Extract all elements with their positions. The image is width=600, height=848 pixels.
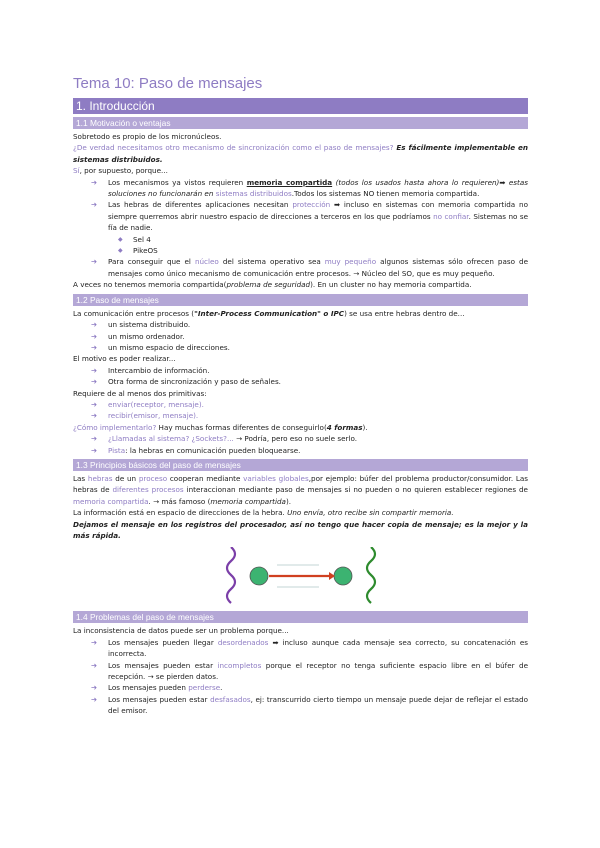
paragraph: Sobretodo es propio de los micronúcleos. <box>73 132 222 141</box>
list-item: ➔ Los mensajes pueden perderse. <box>91 683 223 693</box>
subsection-heading-principios: 1.3 Principios básicos del paso de mensajes <box>73 459 528 471</box>
list-item: ➔ Las hebras de diferentes aplicaciones necesitan protección ➡ incluso en sistemas con memoria compartida no siempre querremos abrir nuestro espacio de direcciones a terceros en los que podríamos no confiar. Sistemas no se fía de nadie. <box>91 200 528 233</box>
arrow-right-icon: ➔ <box>91 637 98 647</box>
list-item: ➔ Intercambio de información. <box>91 365 210 375</box>
list-item: ◆ Sel 4 <box>118 234 151 244</box>
list-item: ➔ Los mensajes pueden estar desfasados, ej: transcurrido cierto tiempo un mensaje puede dejar de reflejar el estado del emisor. <box>91 694 529 716</box>
arrow-right-icon: ➔ <box>91 377 98 387</box>
arrow-right-icon: ➔ <box>91 694 98 704</box>
list-item: ➔ Los mensajes pueden llegar desordenados ➡ incluso aunque cada mensaje sea correcto, su concatenación es incorrecta. <box>91 637 528 659</box>
subsection-heading-problemas: 1.4 Problemas del paso de mensajes <box>73 611 528 623</box>
paragraph: ¿Cómo implementarlo? Hay muchas formas diferentes de conseguirlo(4 formas). <box>73 422 368 432</box>
subsection-heading-motivacion: 1.1 Motivación o ventajas <box>73 117 528 129</box>
subsection-heading-paso-de-mensajes: 1.2 Paso de mensajes <box>73 294 528 306</box>
paragraph: La comunicación entre procesos ("Inter-Process Communication" o IPC) se usa entre hebras dentro de... <box>73 308 465 318</box>
paragraph: El motivo es poder realizar... <box>73 354 176 364</box>
list-item: ➔ enviar(receptor, mensaje). <box>91 399 204 409</box>
arrow-right-icon: ➔ <box>91 177 98 187</box>
list-item: ◆ PikeOS <box>118 246 158 256</box>
list-item: ➔ Para conseguir que el núcleo del sistema operativo sea muy pequeño algunos sistemas sólo ofrecen paso de mensajes como único mecanismo de comunicación entre procesos. → Núcleo del SO, que es muy pequeño. <box>91 257 528 278</box>
list-item: ➔ Los mensajes pueden estar incompletos porque el receptor no tenga suficiente espacio libre en el búfer de recepción. → se pierden datos. <box>91 660 529 682</box>
paragraph: Requiere de al menos dos primitivas: <box>73 388 207 398</box>
paragraph: ¿De verdad necesitamos otro mecanismo de sincronización como el paso de mensajes? Es fácilmente implementable en sistemas distribuidos. <box>73 143 528 164</box>
arrow-right-icon: ➔ <box>91 320 98 330</box>
list-item: ➔ un mismo ordenador. <box>91 331 185 341</box>
paragraph: Las hebras de un proceso cooperan mediante variables globales,por ejemplo: búfer del problema productor/consumidor. Las hebras de diferentes procesos interaccionan mediante paso de mensajes si no pueden o no quieren establecer regiones de memoria compartida. → más famoso (memoria compartida). <box>73 473 528 506</box>
list-item: ➔ ¿Llamadas al sistema? ¿Sockets?... → Podría, pero eso no suele serlo. <box>91 434 358 444</box>
list-item: ➔ Los mecanismos ya vistos requieren memoria compartida (todos los usados hasta ahora lo requieren)➡ estas soluciones no funcionarán en sistemas distribuidos.Todos los sistemas NO tienen memoria compartida. <box>91 177 528 199</box>
document-content <box>73 74 528 717</box>
arrow-right-icon: ➔ <box>91 399 98 409</box>
list-item: ➔ Pista: la hebras en comunicación pueden bloquearse. <box>91 445 301 455</box>
diamond-icon: ◆ <box>118 247 123 255</box>
list-item: ➔ un sistema distribuido. <box>91 320 191 330</box>
paragraph: A veces no tenemos memoria compartida(problema de seguridad). En un cluster no hay memoria compartida. <box>73 280 472 290</box>
document-title: Tema 10: Paso de mensajes <box>73 75 263 92</box>
arrow-right-icon: ➔ <box>91 331 98 341</box>
arrow-right-icon: ➔ <box>91 200 98 210</box>
paragraph: Dejamos el mensaje en los registros del procesador, así no tengo que hacer copia de mensaje; es la mejor y la más rápida. <box>73 519 528 540</box>
arrow-right-icon: ➔ <box>91 257 98 267</box>
arrow-right-icon: ➔ <box>91 342 98 352</box>
paragraph: La inconsistencia de datos puede ser un problema porque... <box>73 626 289 636</box>
list-item: ➔ un mismo espacio de direcciones. <box>91 342 230 352</box>
arrow-right-icon: ➔ <box>91 434 98 444</box>
paragraph: La información está en espacio de direcciones de la hebra. Uno envía, otro recibe sin compartir memoria. <box>73 508 454 518</box>
arrow-right-icon: ➔ <box>91 660 98 670</box>
arrow-right-icon: ➔ <box>91 683 98 693</box>
diamond-icon: ◆ <box>118 235 123 243</box>
message-passing-diagram <box>73 547 528 605</box>
paragraph: Sí, por supuesto, porque... <box>73 166 168 176</box>
arrow-right-icon: ➔ <box>91 411 98 421</box>
list-item: ➔ Otra forma de sincronización y paso de señales. <box>91 377 281 387</box>
list-item: ➔ recibir(emisor, mensaje). <box>91 411 199 421</box>
message-passing-illustration <box>211 547 391 605</box>
arrow-right-icon: ➔ <box>91 365 98 375</box>
arrow-right-icon: ➔ <box>91 445 98 455</box>
section-heading-introduccion: 1. Introducción <box>73 98 528 114</box>
